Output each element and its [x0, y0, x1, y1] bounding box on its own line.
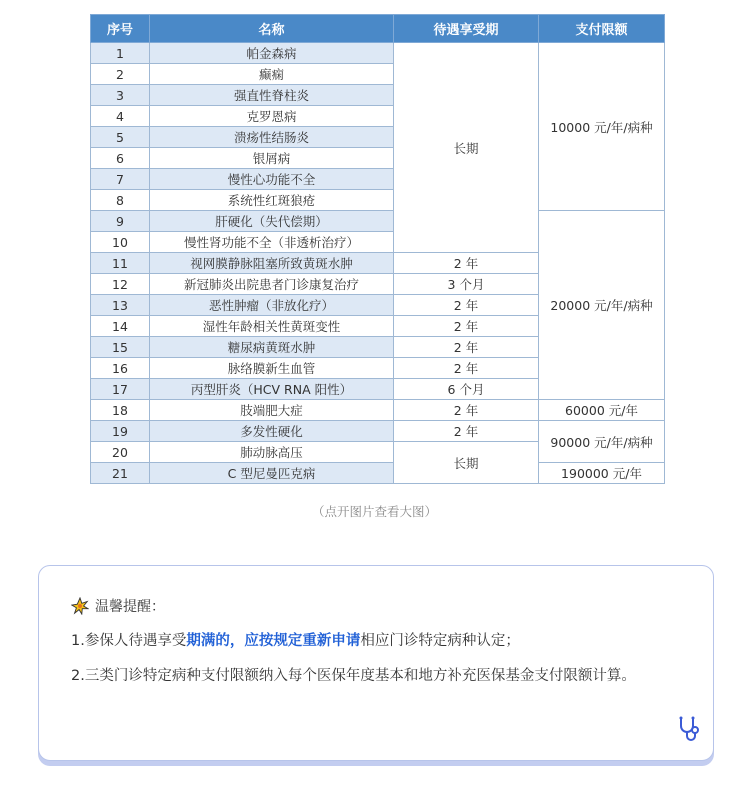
notice-line-1-highlight: 期满的，应按规定重新申请	[186, 633, 361, 649]
row-no: 14	[91, 316, 150, 337]
row-name: 慢性心功能不全	[150, 169, 394, 190]
row-name: 恶性肿瘤（非放化疗）	[150, 295, 394, 316]
row-name: 强直性脊柱炎	[150, 85, 394, 106]
row-no: 7	[91, 169, 150, 190]
row-name: 丙型肝炎（HCV RNA 阳性）	[150, 379, 394, 400]
row-name: 帕金森病	[150, 43, 394, 64]
disease-table	[90, 14, 665, 484]
row-name: 克罗恩病	[150, 106, 394, 127]
limit-cell: 20000 元/年/病种	[539, 211, 665, 400]
row-no: 20	[91, 442, 150, 463]
limit-cell: 10000 元/年/病种	[539, 43, 665, 211]
table-row	[91, 211, 665, 232]
period-cell: 2 年	[394, 295, 539, 316]
row-no: 18	[91, 400, 150, 421]
period-cell: 长期	[394, 442, 539, 484]
row-no: 19	[91, 421, 150, 442]
period-cell: 2 年	[394, 337, 539, 358]
period-cell: 2 年	[394, 316, 539, 337]
row-no: 11	[91, 253, 150, 274]
row-no: 12	[91, 274, 150, 295]
row-no: 4	[91, 106, 150, 127]
table-row	[91, 43, 665, 64]
sparkle-icon	[71, 597, 89, 615]
header-no: 序号	[91, 15, 150, 43]
row-no: 2	[91, 64, 150, 85]
notice-line-2: 2.三类门诊特定病种支付限额纳入每个医保年度基本和地方补充医保基金支付限额计算。	[71, 668, 636, 684]
row-name: 新冠肺炎出院患者门诊康复治疗	[150, 274, 394, 295]
limit-cell: 190000 元/年	[539, 463, 665, 484]
row-name: 脉络膜新生血管	[150, 358, 394, 379]
period-cell: 2 年	[394, 421, 539, 442]
period-cell: 2 年	[394, 358, 539, 379]
row-name: C 型尼曼匹克病	[150, 463, 394, 484]
row-no: 6	[91, 148, 150, 169]
row-no: 13	[91, 295, 150, 316]
row-name: 多发性硬化	[150, 421, 394, 442]
table-header-row	[91, 15, 665, 43]
row-no: 16	[91, 358, 150, 379]
row-name: 系统性红斑狼疮	[150, 190, 394, 211]
row-name: 湿性年龄相关性黄斑变性	[150, 316, 394, 337]
row-no: 8	[91, 190, 150, 211]
period-cell: 2 年	[394, 400, 539, 421]
row-no: 9	[91, 211, 150, 232]
stethoscope-icon	[673, 714, 703, 744]
row-no: 1	[91, 43, 150, 64]
table-row	[91, 463, 665, 484]
notice-line-1-post: 相应门诊特定病种认定；	[360, 633, 520, 649]
notice-card	[38, 565, 714, 761]
row-name: 视网膜静脉阻塞所致黄斑水肿	[150, 253, 394, 274]
row-no: 3	[91, 85, 150, 106]
period-cell: 6 个月	[394, 379, 539, 400]
header-name: 名称	[150, 15, 394, 43]
row-no: 17	[91, 379, 150, 400]
row-no: 15	[91, 337, 150, 358]
row-name: 肢端肥大症	[150, 400, 394, 421]
row-name: 银屑病	[150, 148, 394, 169]
image-caption: （点开图片查看大图）	[311, 504, 437, 519]
row-no: 21	[91, 463, 150, 484]
row-name: 癫痫	[150, 64, 394, 85]
notice-title-text: 温馨提醒：	[95, 599, 165, 615]
notice-title	[71, 596, 165, 616]
row-no: 5	[91, 127, 150, 148]
period-cell: 长期	[394, 43, 539, 253]
period-cell: 2 年	[394, 253, 539, 274]
notice-line-1	[71, 624, 520, 658]
notice-line-1-pre: 1.参保人待遇享受	[71, 633, 187, 649]
limit-cell: 90000 元/年/病种	[539, 421, 665, 463]
row-name: 溃疡性结肠炎	[150, 127, 394, 148]
row-name: 肝硬化（失代偿期）	[150, 211, 394, 232]
row-name: 糖尿病黄斑水肿	[150, 337, 394, 358]
limit-cell: 60000 元/年	[539, 400, 665, 421]
row-name: 肺动脉高压	[150, 442, 394, 463]
table-row	[91, 421, 665, 442]
period-cell: 3 个月	[394, 274, 539, 295]
row-no: 10	[91, 232, 150, 253]
header-limit: 支付限额	[539, 15, 665, 43]
row-name: 慢性肾功能不全（非透析治疗）	[150, 232, 394, 253]
header-period: 待遇享受期	[394, 15, 539, 43]
table-row	[91, 400, 665, 421]
